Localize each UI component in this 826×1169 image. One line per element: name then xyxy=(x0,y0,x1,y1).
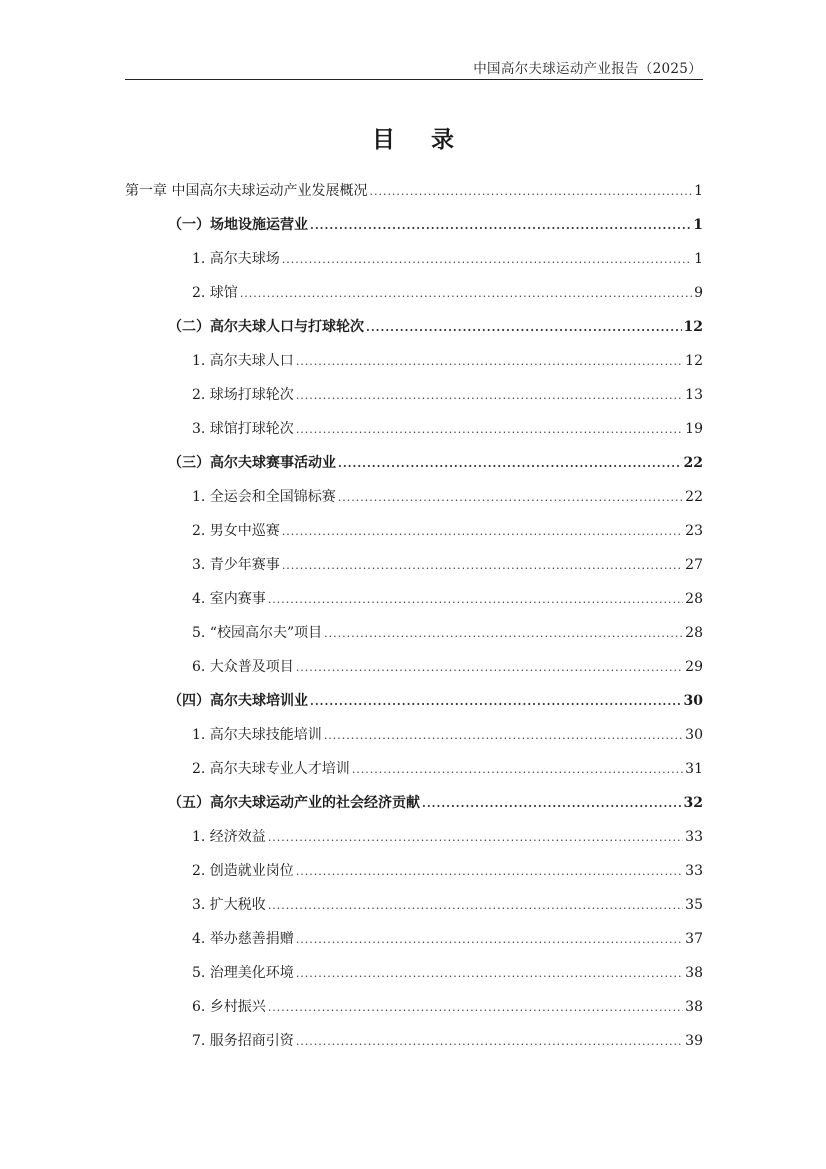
toc-dot-leader xyxy=(240,277,692,311)
toc-entry-page-number: 27 xyxy=(685,557,703,573)
toc-entry-page-number: 31 xyxy=(685,761,703,777)
toc-entry-label: （二）高尔夫球人口与打球轮次 xyxy=(168,319,364,335)
toc-dot-leader xyxy=(268,583,683,617)
toc-subsection-entry[interactable] xyxy=(125,990,703,1024)
toc-entry-label: 2. 男女中巡赛 xyxy=(192,523,280,539)
toc-entry-label: 1. 高尔夫球技能培训 xyxy=(192,727,322,743)
toc-entry-page-number: 19 xyxy=(685,421,703,437)
toc-subsection-entry[interactable] xyxy=(125,582,703,616)
toc-subsection-entry[interactable] xyxy=(125,344,703,378)
toc-entry-page-number: 23 xyxy=(685,523,703,539)
toc-entry-page-number: 1 xyxy=(693,217,703,233)
toc-entry-label: （五）高尔夫球运动产业的社会经济贡献 xyxy=(168,795,420,811)
toc-dot-leader xyxy=(296,379,683,413)
toc-entry-label: 6. 乡村振兴 xyxy=(192,999,266,1015)
toc-dot-leader xyxy=(296,923,683,957)
toc-subsection-entry[interactable] xyxy=(125,378,703,412)
toc-entry-label: 2. 创造就业岗位 xyxy=(192,863,294,879)
toc-entry-label: 3. 球馆打球轮次 xyxy=(192,421,294,437)
toc-section-entry[interactable] xyxy=(125,446,703,480)
toc-dot-leader xyxy=(282,549,683,583)
toc-subsection-entry[interactable] xyxy=(125,752,703,786)
toc-entry-label: 2. 球馆 xyxy=(192,285,238,301)
toc-subsection-entry[interactable] xyxy=(125,718,703,752)
toc-entry-page-number: 13 xyxy=(685,387,703,403)
toc-entry-label: 1. 高尔夫球场 xyxy=(192,251,280,267)
toc-subsection-entry[interactable] xyxy=(125,480,703,514)
toc-entry-label: （三）高尔夫球赛事活动业 xyxy=(168,455,336,471)
toc-subsection-entry[interactable] xyxy=(125,1024,703,1058)
toc-subsection-entry[interactable] xyxy=(125,276,703,310)
toc-dot-leader xyxy=(296,651,683,685)
toc-entry-label: 3. 青少年赛事 xyxy=(192,557,280,573)
toc-dot-leader xyxy=(282,243,692,277)
toc-entry-page-number: 32 xyxy=(683,795,703,811)
toc-entry-label: 4. 举办慈善捐赠 xyxy=(192,931,294,947)
toc-entry-page-number: 33 xyxy=(685,863,703,879)
toc-dot-leader xyxy=(282,515,683,549)
toc-dot-leader xyxy=(338,447,682,481)
toc-dot-leader xyxy=(324,617,683,651)
toc-title: 目 录 xyxy=(371,126,468,153)
toc-entry-page-number: 9 xyxy=(694,285,703,301)
toc-dot-leader xyxy=(310,209,691,243)
toc-section-entry[interactable] xyxy=(125,786,703,820)
toc-section-entry[interactable] xyxy=(125,684,703,718)
toc-entry-page-number: 1 xyxy=(694,183,703,199)
toc-entry-page-number: 29 xyxy=(685,659,703,675)
toc-entry-label: （一）场地设施运营业 xyxy=(168,217,308,233)
toc-entry-page-number: 22 xyxy=(685,489,703,505)
toc-dot-leader xyxy=(422,787,682,821)
toc-entry-page-number: 38 xyxy=(685,965,703,981)
toc-entry-page-number: 12 xyxy=(683,319,703,335)
toc-entry-page-number: 35 xyxy=(685,897,703,913)
toc-entry-label: 6. 大众普及项目 xyxy=(192,659,294,675)
toc-chapter-entry[interactable] xyxy=(125,174,703,208)
toc-subsection-entry[interactable] xyxy=(125,242,703,276)
toc-subsection-entry[interactable] xyxy=(125,956,703,990)
toc-entry-label: 1. 高尔夫球人口 xyxy=(192,353,294,369)
toc-entry-label: 4. 室内赛事 xyxy=(192,591,266,607)
toc-entry-label: 7. 服务招商引资 xyxy=(192,1033,294,1049)
toc-subsection-entry[interactable] xyxy=(125,820,703,854)
toc-entry-page-number: 37 xyxy=(685,931,703,947)
toc-section-entry[interactable] xyxy=(125,208,703,242)
toc-dot-leader xyxy=(296,855,683,889)
toc-entry-label: （四）高尔夫球培训业 xyxy=(168,693,308,709)
toc-section-entry[interactable] xyxy=(125,310,703,344)
toc-entry-page-number: 12 xyxy=(685,353,703,369)
toc-entry-page-number: 22 xyxy=(683,455,703,471)
toc-subsection-entry[interactable] xyxy=(125,616,703,650)
toc-dot-leader xyxy=(268,821,683,855)
toc-entry-page-number: 39 xyxy=(685,1033,703,1049)
running-header: 中国高尔夫球运动产业报告（2025） xyxy=(473,61,702,77)
toc-subsection-entry[interactable] xyxy=(125,854,703,888)
header-rule xyxy=(125,79,703,80)
toc-entry-label: 1. 经济效益 xyxy=(192,829,266,845)
toc-entry-page-number: 30 xyxy=(685,727,703,743)
toc-entry-label: 2. 球场打球轮次 xyxy=(192,387,294,403)
toc-dot-leader xyxy=(268,889,683,923)
toc-subsection-entry[interactable] xyxy=(125,922,703,956)
toc-entry-label: 1. 全运会和全国锦标赛 xyxy=(192,489,336,505)
toc-entry-label: 第一章 中国高尔夫球运动产业发展概况 xyxy=(125,183,368,199)
toc-dot-leader xyxy=(296,957,683,991)
toc-dot-leader xyxy=(310,685,682,719)
toc-entry-label: 2. 高尔夫球专业人才培训 xyxy=(192,761,350,777)
toc-entry-page-number: 38 xyxy=(685,999,703,1015)
toc-dot-leader xyxy=(296,345,683,379)
toc-entry-label: 3. 扩大税收 xyxy=(192,897,266,913)
toc-dot-leader xyxy=(338,481,683,515)
toc-entry-label: 5. “校园高尔夫”项目 xyxy=(192,625,323,641)
toc-entry-page-number: 1 xyxy=(694,251,703,267)
toc-subsection-entry[interactable] xyxy=(125,548,703,582)
toc-dot-leader xyxy=(268,991,683,1025)
toc-entry-page-number: 28 xyxy=(685,591,703,607)
toc-dot-leader xyxy=(296,413,683,447)
toc-dot-leader xyxy=(352,753,683,787)
toc-subsection-entry[interactable] xyxy=(125,514,703,548)
table-of-contents xyxy=(125,174,703,1058)
toc-entry-page-number: 28 xyxy=(685,625,703,641)
toc-dot-leader xyxy=(324,719,683,753)
toc-subsection-entry[interactable] xyxy=(125,888,703,922)
toc-dot-leader xyxy=(366,311,682,345)
toc-entry-page-number: 30 xyxy=(683,693,703,709)
toc-subsection-entry[interactable] xyxy=(125,412,703,446)
toc-entry-label: 5. 治理美化环境 xyxy=(192,965,294,981)
toc-subsection-entry[interactable] xyxy=(125,650,703,684)
toc-dot-leader xyxy=(369,175,692,209)
toc-dot-leader xyxy=(296,1025,683,1059)
toc-entry-page-number: 33 xyxy=(685,829,703,845)
